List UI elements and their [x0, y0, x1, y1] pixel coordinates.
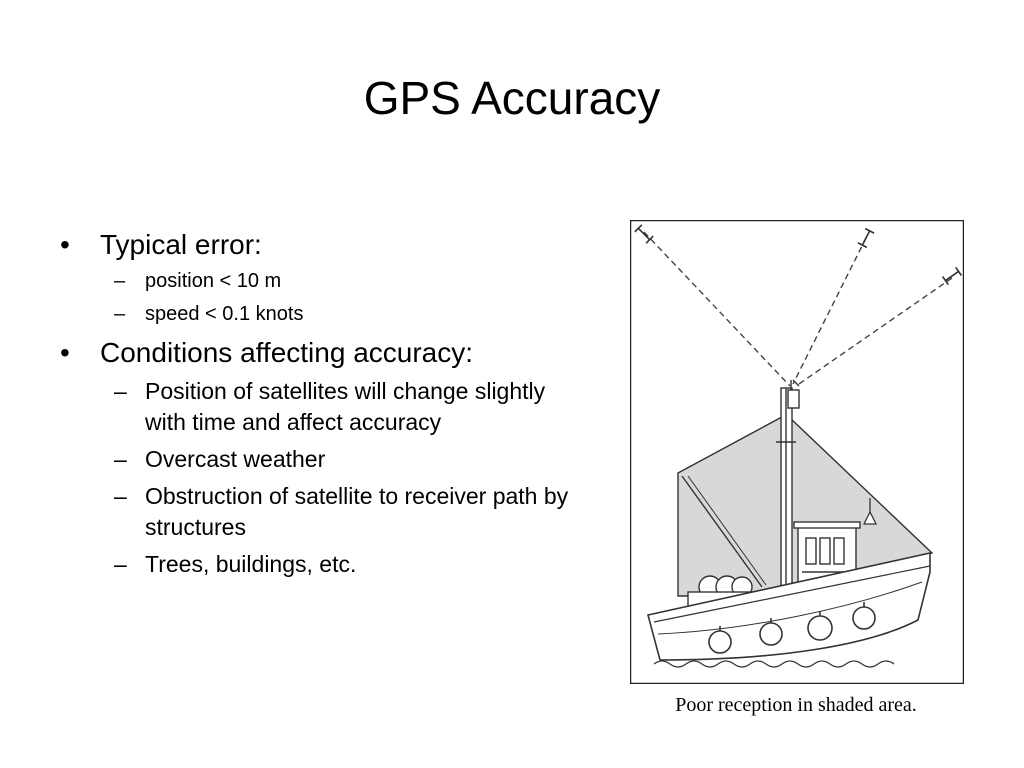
sub-item-text: Overcast weather — [145, 446, 326, 472]
bullet-marker: • — [60, 337, 70, 368]
sub-item-speed — [58, 301, 578, 328]
bullet-text: Typical error: — [100, 229, 262, 260]
sub-item-text: Position of satellites will change slightly with time and affect accuracy — [145, 378, 546, 435]
sub-item-obstruction — [58, 481, 578, 543]
sub-item-text: position < 10 m — [145, 270, 282, 292]
sub-list-conditions — [58, 376, 578, 580]
dash-marker: – — [114, 303, 126, 325]
boat-illustration-svg — [630, 220, 964, 684]
sub-item-text: speed < 0.1 knots — [145, 303, 304, 325]
slide-title: GPS Accuracy — [363, 72, 661, 124]
bullet-list — [58, 228, 578, 588]
dash-marker: – — [114, 378, 127, 404]
dash-marker: – — [114, 446, 127, 472]
sub-item-text: Obstruction of satellite to receiver path by structures — [145, 483, 569, 540]
sub-list-typical-error — [58, 268, 578, 328]
sub-item-text: Trees, buildings, etc. — [145, 551, 357, 577]
sub-item-satellite-position — [58, 376, 578, 438]
dash-marker: – — [114, 551, 127, 577]
figure-caption: Poor reception in shaded area. — [675, 694, 917, 716]
sub-item-position — [58, 268, 578, 295]
sub-item-overcast — [58, 444, 578, 475]
bullet-marker: • — [60, 229, 70, 260]
bullet-conditions — [58, 336, 578, 370]
boat-illustration — [630, 220, 964, 684]
dash-marker: – — [114, 483, 127, 509]
dash-marker: – — [114, 270, 126, 292]
bullet-text: Conditions affecting accuracy: — [100, 337, 474, 368]
bullet-typical-error — [58, 228, 578, 262]
sub-item-trees — [58, 549, 578, 580]
